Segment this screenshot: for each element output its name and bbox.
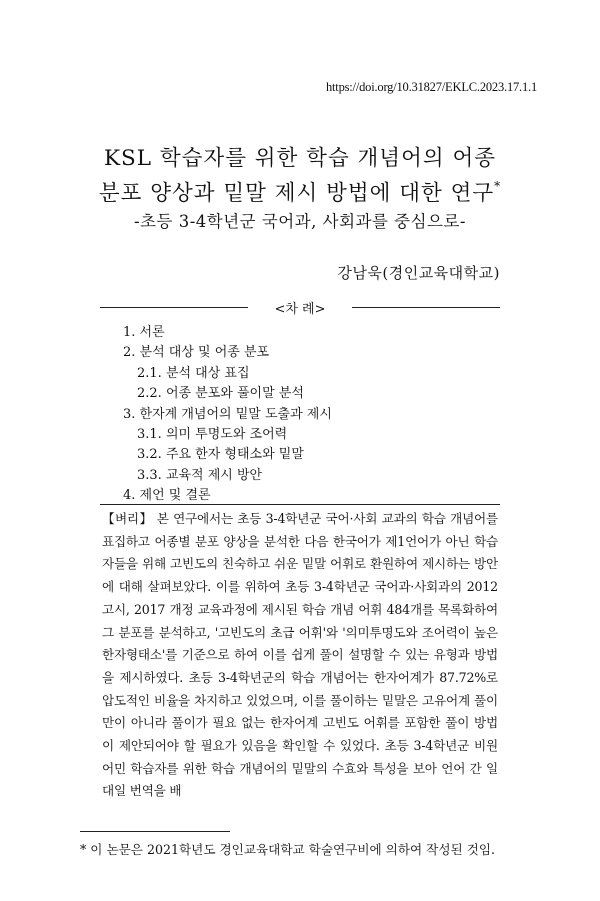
toc-heading: <차 례> — [274, 302, 326, 317]
toc-bottom-rule — [100, 504, 500, 505]
doi-link[interactable]: https://doi.org/10.31827/EKLC.2023.17.1.1 — [325, 80, 537, 94]
paper-title-line-2 — [0, 176, 600, 207]
title-line-1-text: KSL 학습자를 위한 학습 개념어의 어종 — [103, 146, 496, 171]
title-line-2-text: 분포 양상과 밑말 제시 방법에 대한 연구 — [98, 181, 495, 206]
author-affiliation: 강남욱(경인교육대학교) — [337, 264, 500, 282]
toc-subitem: 3.1. 의미 투명도와 조어력 — [137, 426, 288, 442]
toc-header — [100, 298, 500, 318]
footnote: * 이 논문은 2021학년도 경인교육대학교 학술연구비에 의하여 작성된 것임. — [80, 842, 496, 857]
toc-item: 3. 한자계 개념어의 밑말 도출과 제시 — [123, 406, 332, 422]
toc-item: 1. 서론 — [123, 325, 165, 340]
toc-item: 2. 분석 대상 및 어종 분포 — [123, 345, 270, 361]
toc-subitem: 3.3. 교육적 제시 방안 — [137, 467, 263, 483]
toc-rule-right — [352, 307, 500, 308]
footnote-rule — [80, 831, 230, 832]
toc-subitem: 3.2. 주요 한자 형태소와 밑말 — [137, 447, 304, 463]
paper-subtitle: -초등 3-4학년군 국어과, 사회과를 중심으로- — [134, 212, 466, 231]
paper-title-line-1 — [0, 141, 600, 172]
abstract — [102, 508, 498, 803]
abstract-text: 본 연구에서는 초등 3-4학년군 국어·사회 교과의 학습 개념어를 표집하고 어종별 분포 양상을 분석한 다음 한국어가 제1언어가 아닌 학습자들을 위해 고빈도의 친숙하고 쉬운 밑말 어휘로 환원하여 제시하는 방안에 대해 살펴보았다. 이를 위하여 초등 3-4학년군 국어과·사회과의 2012 고시, 2017 개정 교육과정에 제시된 학습 개념 어휘 484개를 목록화하여 그 분포를 분석하고, '고빈도의 초급 어휘'와 '의미투명도와 조어력이 높은 한자형태소'를 기준으로 하여 이를 쉽게 풀이 설명할 수 있는 유형과 방법을 제시하였다. 초등 3-4학년군의 학습 개념어는 한자어계가 87.72%로 압도적인 비율을 차지하고 있었으며, 이를 풀이하는 밑말은 고유어계 풀이만이 아니라 풀이가 필요 없는 한자어계 고빈도 어휘를 포함한 풀이 방법이 제안되어야 할 필요가 있음을 확인할 수 있었다. 초등 3-4학년군 비원어민 학습자를 위한 학습 개념어의 밑말의 수효와 특성을 보아 언어 간 일대일 번역을 배 — [102, 511, 498, 799]
abstract-label: 【벼리】 — [102, 511, 153, 526]
title-footnote-mark: * — [494, 178, 502, 193]
toc-subitem: 2.2. 어종 분포와 풀이말 분석 — [137, 386, 304, 402]
table-of-contents — [123, 323, 332, 507]
toc-item: 4. 제언 및 결론 — [123, 488, 211, 504]
toc-subitem: 2.1. 분석 대상 표집 — [137, 365, 250, 381]
